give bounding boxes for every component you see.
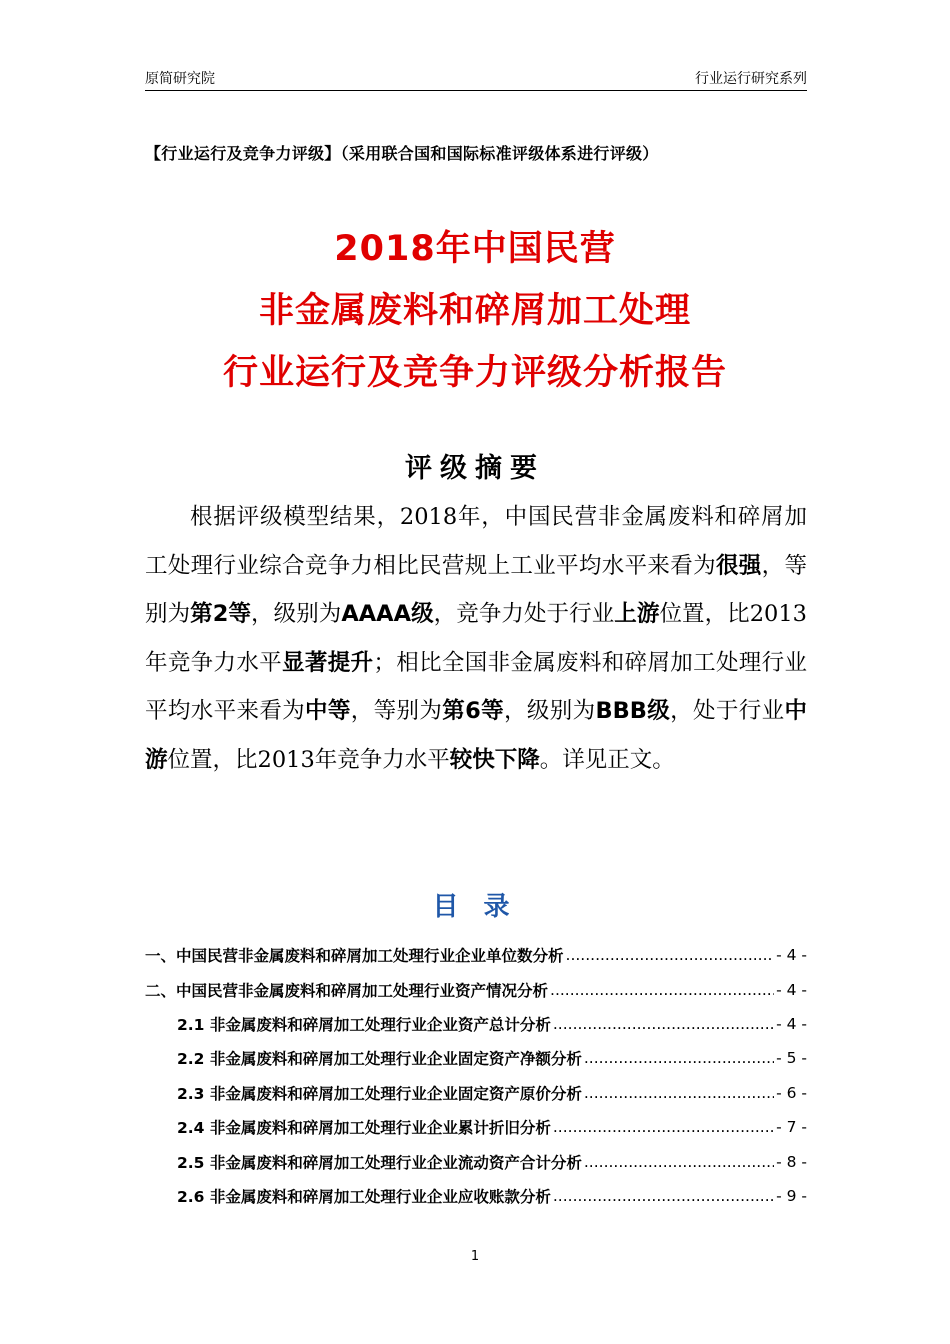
summary-emphasis: 第2等 — [190, 601, 252, 627]
summary-text: 根据评级模型结果，2018年，中国民营非金属废料和碎屑加工处理行业综合竞争力相比民营规上工业平均水平来看为 — [145, 504, 807, 579]
toc-item[interactable] — [145, 1144, 807, 1178]
toc-item-title: 2.6 非金属废料和碎屑加工处理行业企业应收账款分析 — [177, 1187, 551, 1206]
summary-emphasis: 中游 — [145, 698, 807, 773]
toc-leader-dots — [584, 1049, 774, 1067]
toc-item[interactable] — [145, 1041, 807, 1075]
summary-text: ，级别为 — [503, 698, 596, 724]
toc-leader-dots — [584, 1153, 774, 1171]
toc-leader-dots — [553, 1118, 774, 1136]
summary-emphasis: 中等 — [305, 698, 351, 724]
toc-item-page: - 4 - — [776, 980, 807, 999]
toc-leader-dots — [553, 1015, 774, 1033]
toc-item-page: - 6 - — [776, 1083, 807, 1102]
header-series: 行业运行研究系列 — [695, 71, 807, 87]
toc-leader-dots — [553, 1187, 774, 1205]
toc-heading: 目 录 — [432, 892, 518, 922]
toc-leader-dots — [566, 946, 775, 964]
summary-text: 位置，比2013年竞争力水平 — [145, 601, 807, 676]
summary-emphasis: 较快下降 — [449, 746, 540, 773]
toc-item-title: 一、中国民营非金属废料和碎屑加工处理行业企业单位数分析 — [145, 947, 564, 966]
summary-text: ；相比全国非金属废料和碎屑加工处理行业平均水平来看为 — [145, 649, 807, 724]
toc-item-title: 2.2 非金属废料和碎屑加工处理行业企业固定资产净额分析 — [177, 1050, 582, 1069]
summary-emphasis: 上游 — [614, 601, 660, 627]
toc-item-title: 二、中国民营非金属废料和碎屑加工处理行业资产情况分析 — [145, 981, 549, 1000]
toc-leader-dots — [550, 981, 774, 999]
toc-item-page: - 4 - — [776, 946, 807, 965]
toc-item[interactable] — [145, 1110, 807, 1144]
toc-item[interactable] — [145, 972, 807, 1006]
toc-item-page: - 5 - — [776, 1049, 807, 1068]
summary-emphasis: 很强 — [715, 552, 762, 579]
summary-emphasis: AAAA级 — [341, 601, 434, 627]
toc-leader-dots — [584, 1084, 774, 1102]
toc-item[interactable] — [145, 1007, 807, 1041]
summary-text: 。详见正文。 — [539, 746, 675, 773]
toc-item-title: 2.1 非金属废料和碎屑加工处理行业企业资产总计分析 — [177, 1015, 551, 1034]
summary-text: ，等别为 — [145, 552, 807, 627]
toc-item-page: - 4 - — [776, 1014, 807, 1033]
toc-item-title: 2.3 非金属废料和碎屑加工处理行业企业固定资产原价分析 — [177, 1084, 582, 1103]
report-title-line-2: 非金属废料和碎屑加工处理 — [258, 291, 691, 331]
toc-item[interactable] — [145, 1076, 807, 1110]
toc-item-title: 2.4 非金属废料和碎屑加工处理行业企业累计折旧分析 — [177, 1119, 551, 1138]
summary-emphasis: 显著提升 — [282, 649, 374, 676]
summary-heading: 评级摘要 — [405, 453, 545, 484]
summary-text: ，等别为 — [350, 698, 443, 724]
toc-item-page: - 9 - — [776, 1186, 807, 1205]
page-number: 1 — [470, 1249, 480, 1264]
rating-tag-line: 【行业运行及竞争力评级】（采用联合国和国际标准评级体系进行评级） — [145, 144, 659, 163]
summary-emphasis: 第6等 — [442, 698, 504, 724]
summary-text: 位置，比2013年竞争力水平 — [167, 746, 450, 773]
summary-paragraph — [145, 493, 807, 784]
toc-item-page: - 7 - — [776, 1118, 807, 1137]
report-title-line-3: 行业运行及竞争力评级分析报告 — [222, 353, 727, 393]
toc-item[interactable] — [145, 938, 807, 972]
table-of-contents — [145, 938, 807, 1213]
summary-text: ，级别为 — [251, 601, 342, 627]
toc-item[interactable] — [145, 1179, 807, 1213]
toc-item-page: - 8 - — [776, 1152, 807, 1171]
summary-text: ，竞争力处于行业 — [433, 601, 615, 627]
summary-emphasis: BBB级 — [595, 698, 671, 724]
page-header — [145, 64, 807, 91]
header-org: 原简研究院 — [145, 71, 215, 87]
toc-item-title: 2.5 非金属废料和碎屑加工处理行业企业流动资产合计分析 — [177, 1153, 582, 1172]
summary-text: ，处于行业 — [670, 698, 785, 724]
report-title-line-1: 2018年中国民营 — [334, 229, 616, 269]
